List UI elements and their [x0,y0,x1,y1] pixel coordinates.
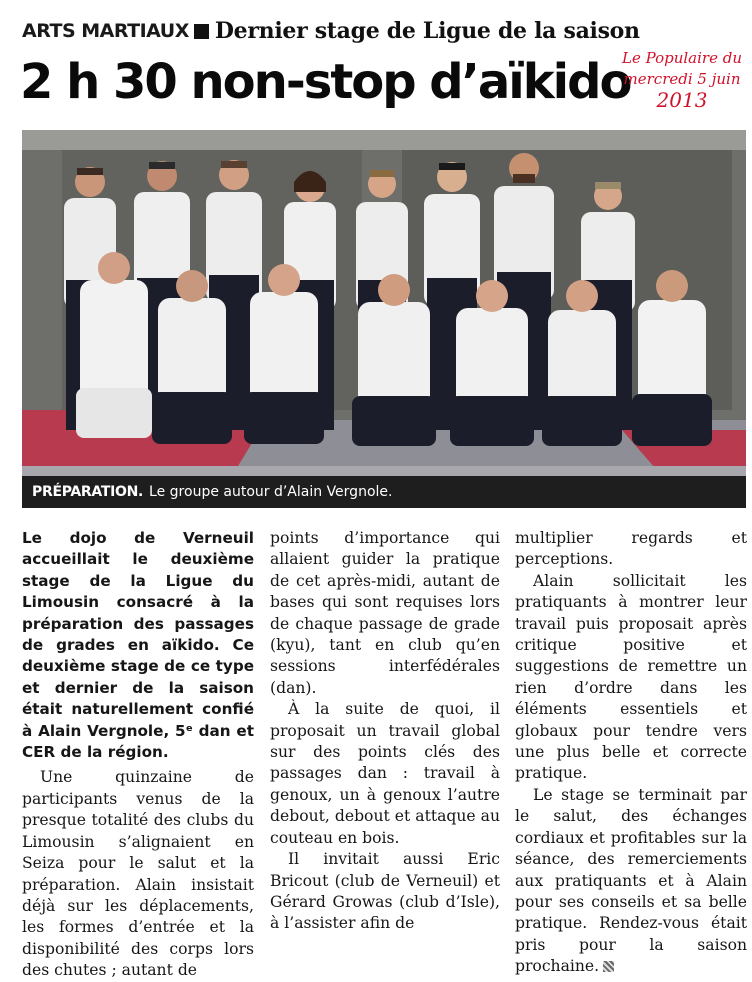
end-of-article-icon [603,961,614,972]
handwritten-source-note [622,48,742,111]
group-photo-illustration [22,130,746,508]
section-label: ARTS MARTIAUX [22,20,189,42]
article-paragraph: points d’importance qui allaient guider la pratique de cet après-midi, autant de bases qui sont requises lors de chaque passage de grade (kyu), tant en club qu’en sessions interfédérales (dan). [270,529,500,697]
caption-label: PRÉPARATION. [32,484,144,500]
article-paragraph: Une quinzaine de participants venus de la presque totalité des clubs du Limousin s’alignaient en Seiza pour le salut et la préparation. Alain insistait déjà sur les déplacements, les formes d’entrée et la disponibilité des corps lors des chutes ; autant de [22,768,254,980]
article-paragraph: multiplier regards et perceptions. [515,529,747,569]
headline: 2 h 30 non-stop d’aïkido [20,54,631,110]
article-paragraph: À la suite de quoi, il proposait un travail global sur des points clés des passages dan : travail à genoux, un à genoux l’autre debout, debout et attaque au couteau en bois. [270,700,500,847]
handnote-line-3: 2013 [656,88,708,112]
handnote-line-1: Le Populaire du [622,49,742,67]
kicker [22,18,640,44]
article-column-3 [515,528,747,978]
photo-caption [22,476,746,508]
article-column-2 [270,528,500,935]
article-paragraph: Il invitait aussi Eric Bricout (club de Verneuil) et Gérard Growas (club d’Isle), à l’assister afin de [270,850,500,933]
caption-text: Le groupe autour d’Alain Vergnole. [149,484,393,500]
article-paragraph [515,785,747,978]
article-subtitle: Dernier stage de Ligue de la saison [214,18,640,44]
handnote-line-2: mercredi 5 juin [623,70,741,88]
article-lead: Le dojo de Verneuil accueillait le deuxième stage de la Ligue du Limousin consacré à la préparation des passages de grades en aïkido. Ce deuxième stage de ce type et dernier de la saison était naturellement confié à Alain Vergnole, 5ᵉ dan et CER de la région. [22,529,254,762]
group-photo [22,130,746,508]
square-bullet-icon [194,24,209,39]
article-closing-text: Le stage se terminait par le salut, des échanges cordiaux et profitables sur la séance, des remerciements aux pratiquants et à Alain pour ses conseils et sa belle pratique. Rendez-vous était pris pour la saison prochaine. [515,785,747,976]
article-column-1 [22,528,254,982]
article-paragraph: Alain sollicitait les pratiquants à montrer leur travail puis proposait après critique positive et suggestions de remettre un rien d’ordre dans les éléments essentiels et globaux pour tendre vers une plus belle et correcte pratique. [515,571,747,783]
